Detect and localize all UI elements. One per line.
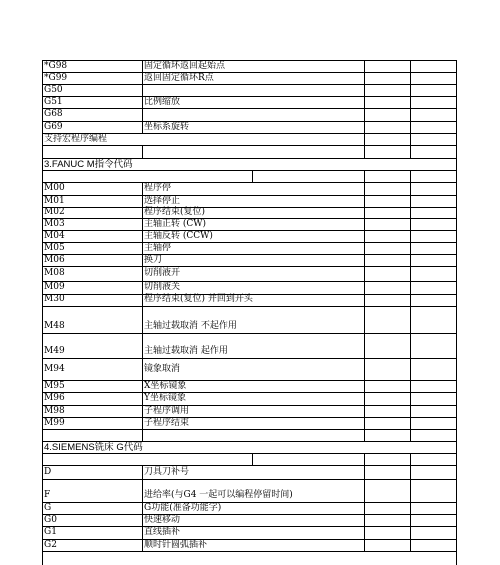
description-cell: 直线插补 — [144, 527, 181, 537]
table-column-rule — [410, 254, 411, 266]
table-rule — [42, 182, 456, 183]
table-column-rule — [364, 306, 365, 333]
table-column-rule — [142, 514, 143, 526]
table-column-rule — [142, 84, 143, 96]
description-cell: 主轴过载取消 起作用 — [144, 346, 228, 356]
table-column-rule — [410, 417, 411, 429]
table-rule — [42, 405, 456, 406]
code-cell: M94 — [44, 363, 65, 374]
code-cell: M48 — [44, 321, 65, 331]
table-column-rule — [410, 207, 411, 218]
table-column-rule — [142, 218, 143, 230]
description-cell: 切削液开 — [144, 268, 181, 278]
code-cell: G1 — [44, 527, 57, 537]
table-column-rule — [142, 195, 143, 207]
table-column-rule — [142, 207, 143, 218]
table-column-rule — [364, 380, 365, 392]
code-cell: M08 — [44, 268, 65, 278]
table-column-rule — [364, 429, 365, 441]
description-cell: 选择停止 — [144, 195, 181, 206]
description-cell: Y坐标镜象 — [144, 393, 186, 403]
table-column-rule — [364, 358, 365, 380]
table-column-rule — [364, 108, 365, 121]
table-column-rule — [364, 60, 365, 72]
table-column-rule — [142, 254, 143, 266]
code-cell: M96 — [44, 393, 65, 403]
table-column-rule — [142, 333, 143, 358]
table-column-rule — [410, 380, 411, 392]
description-cell: 顺时针圆弧插补 — [144, 539, 208, 550]
table-column-rule — [142, 242, 143, 254]
table-rule — [42, 242, 456, 243]
table-column-rule — [142, 502, 143, 514]
description-cell: 快速移动 — [144, 514, 181, 525]
table-column-rule — [364, 294, 365, 306]
table-column-rule — [142, 465, 143, 479]
code-cell: G51 — [44, 96, 63, 107]
table-column-rule — [142, 96, 143, 108]
table-column-rule — [364, 514, 365, 526]
table-column-rule — [364, 133, 365, 145]
table-column-rule — [364, 218, 365, 230]
code-cell: M05 — [44, 242, 65, 253]
table-column-rule — [142, 266, 143, 281]
section-heading: 4.SIEMENS铣床 G代码 — [44, 442, 143, 453]
table-column-rule — [364, 207, 365, 218]
description-cell: 比例缩放 — [144, 96, 181, 107]
table-column-rule — [142, 145, 143, 158]
description-cell: 主轴正转 (CW) — [144, 218, 207, 229]
table-column-rule — [142, 230, 143, 242]
table-rule — [42, 551, 456, 552]
code-cell: G2 — [44, 539, 57, 550]
table-rule — [42, 266, 456, 267]
table-column-rule — [364, 182, 365, 195]
table-column-rule — [456, 60, 457, 565]
table-column-rule — [410, 333, 411, 358]
table-column-rule — [142, 358, 143, 380]
table-column-rule — [364, 254, 365, 266]
description-cell: 镜象取消 — [144, 363, 181, 374]
table-column-rule — [410, 121, 411, 133]
table-column-rule — [364, 72, 365, 84]
code-cell: G69 — [44, 121, 63, 132]
table-rule — [42, 145, 456, 146]
description-cell: 程序停 — [144, 183, 172, 193]
section-heading: 3.FANUC M指令代码 — [44, 159, 133, 170]
table-column-rule — [364, 145, 365, 158]
description-cell: 主轴过载取消 不起作用 — [144, 321, 237, 331]
table-column-rule — [410, 281, 411, 294]
table-column-rule — [364, 84, 365, 96]
table-column-rule — [364, 96, 365, 108]
table-column-rule — [410, 392, 411, 405]
table-column-rule — [364, 479, 365, 502]
table-rule — [42, 417, 456, 418]
description-cell: 切削液关 — [144, 282, 181, 292]
table-rule — [42, 230, 456, 231]
table-column-rule — [410, 170, 411, 182]
table-column-rule — [252, 170, 253, 182]
table-column-rule — [364, 121, 365, 133]
table-column-rule — [142, 526, 143, 539]
table-column-rule — [410, 145, 411, 158]
table-rule — [42, 392, 456, 393]
table-column-rule — [410, 306, 411, 333]
table-column-rule — [364, 281, 365, 294]
table-column-rule — [410, 108, 411, 121]
code-cell: M09 — [44, 282, 65, 292]
table-column-rule — [364, 333, 365, 358]
table-column-rule — [410, 84, 411, 96]
table-column-rule — [142, 60, 143, 72]
table-column-rule — [364, 266, 365, 281]
code-cell: M49 — [44, 346, 65, 356]
table-rule — [42, 465, 456, 466]
code-cell: G50 — [44, 84, 63, 95]
code-cell: G68 — [44, 109, 63, 119]
code-cell: G — [44, 502, 52, 513]
table-column-rule — [410, 429, 411, 441]
table-rule — [42, 121, 456, 122]
description-cell: 换刀 — [144, 254, 163, 265]
table-rule — [42, 108, 456, 109]
table-column-rule — [410, 294, 411, 306]
table-rule — [42, 281, 456, 282]
table-rule — [42, 526, 456, 527]
table-column-rule — [142, 380, 143, 392]
description-cell: 主轴停 — [144, 242, 172, 253]
table-rule — [42, 96, 456, 97]
table-column-rule — [142, 294, 143, 306]
table-rule — [42, 207, 456, 208]
description-cell: 固定循环返回起始点 — [144, 60, 226, 71]
code-cell: M01 — [44, 195, 65, 206]
table-column-rule — [142, 72, 143, 84]
code-cell: M98 — [44, 405, 65, 416]
table-rule — [42, 84, 456, 85]
code-cell: D — [44, 466, 52, 477]
table-rule — [42, 72, 456, 73]
table-column-rule — [142, 306, 143, 333]
table-rule — [42, 429, 456, 430]
table-column-rule — [410, 96, 411, 108]
table-rule — [42, 333, 456, 334]
table-column-rule — [142, 182, 143, 195]
code-cell: M04 — [44, 230, 65, 241]
code-cell: M99 — [44, 417, 65, 428]
table-column-rule — [364, 170, 365, 182]
table-rule — [42, 514, 456, 515]
description-cell: 返回固定循环R点 — [144, 72, 214, 83]
description-cell: 程序结束(复位) — [144, 207, 206, 217]
table-rule — [42, 380, 456, 381]
table-column-rule — [410, 358, 411, 380]
code-cell: M03 — [44, 218, 65, 229]
table-column-rule — [410, 230, 411, 242]
description-cell: G功能(准备功能字) — [144, 502, 222, 513]
table-column-rule — [410, 405, 411, 417]
table-column-rule — [364, 539, 365, 551]
table-column-rule — [410, 218, 411, 230]
table-rule — [42, 502, 456, 503]
table-column-rule — [410, 60, 411, 72]
code-cell: M30 — [44, 294, 65, 304]
table-column-rule — [410, 195, 411, 207]
table-column-rule — [410, 514, 411, 526]
description-cell: 子程序调用 — [144, 405, 190, 416]
table-rule — [42, 539, 456, 540]
table-column-rule — [142, 417, 143, 429]
table-column-rule — [364, 526, 365, 539]
description-cell: 程序结束(复位) 并回到开头 — [144, 294, 253, 304]
table-column-rule — [364, 453, 365, 465]
code-cell: M95 — [44, 380, 65, 391]
table-column-rule — [364, 417, 365, 429]
table-column-rule — [142, 108, 143, 121]
table-column-rule — [364, 405, 365, 417]
table-column-rule — [410, 72, 411, 84]
code-cell: F — [44, 490, 51, 500]
code-cell: M02 — [44, 207, 65, 217]
description-cell: 子程序结束 — [144, 417, 190, 428]
description-cell: 刀具刀补号 — [144, 466, 190, 477]
code-cell: G0 — [44, 514, 57, 525]
table-rule — [42, 60, 456, 61]
table-column-rule — [142, 479, 143, 502]
code-cell: M06 — [44, 254, 65, 265]
table-note: 支持宏程序编程 — [44, 133, 108, 144]
table-column-rule — [410, 453, 411, 465]
table-rule — [42, 479, 456, 480]
table-column-rule — [364, 230, 365, 242]
table-column-rule — [142, 539, 143, 551]
table-rule — [42, 358, 456, 359]
table-column-rule — [42, 60, 43, 565]
table-column-rule — [410, 502, 411, 514]
table-column-rule — [410, 242, 411, 254]
table-column-rule — [142, 392, 143, 405]
table-column-rule — [410, 465, 411, 479]
description-cell: X坐标镜象 — [144, 380, 187, 391]
table-column-rule — [142, 405, 143, 417]
table-column-rule — [252, 453, 253, 465]
table-column-rule — [410, 479, 411, 502]
code-cell: M00 — [44, 183, 65, 193]
table-rule — [42, 195, 456, 196]
table-column-rule — [142, 281, 143, 294]
description-cell: 主轴反转 (CCW) — [144, 230, 213, 241]
table-column-rule — [364, 502, 365, 514]
table-column-rule — [410, 526, 411, 539]
table-rule — [42, 218, 456, 219]
table-column-rule — [142, 429, 143, 441]
table-rule — [42, 254, 456, 255]
code-cell: *G98 — [44, 60, 68, 71]
code-cell: *G99 — [44, 72, 68, 83]
table-column-rule — [410, 266, 411, 281]
table-column-rule — [410, 182, 411, 195]
table-column-rule — [364, 392, 365, 405]
table-column-rule — [410, 133, 411, 145]
table-column-rule — [364, 242, 365, 254]
table-column-rule — [410, 539, 411, 551]
table-rule — [42, 306, 456, 307]
table-column-rule — [364, 465, 365, 479]
table-column-rule — [364, 195, 365, 207]
description-cell: 进给率(与G4 一起可以编程停留时间) — [144, 490, 293, 500]
description-cell: 坐标系旋转 — [144, 121, 190, 132]
table-column-rule — [142, 121, 143, 133]
